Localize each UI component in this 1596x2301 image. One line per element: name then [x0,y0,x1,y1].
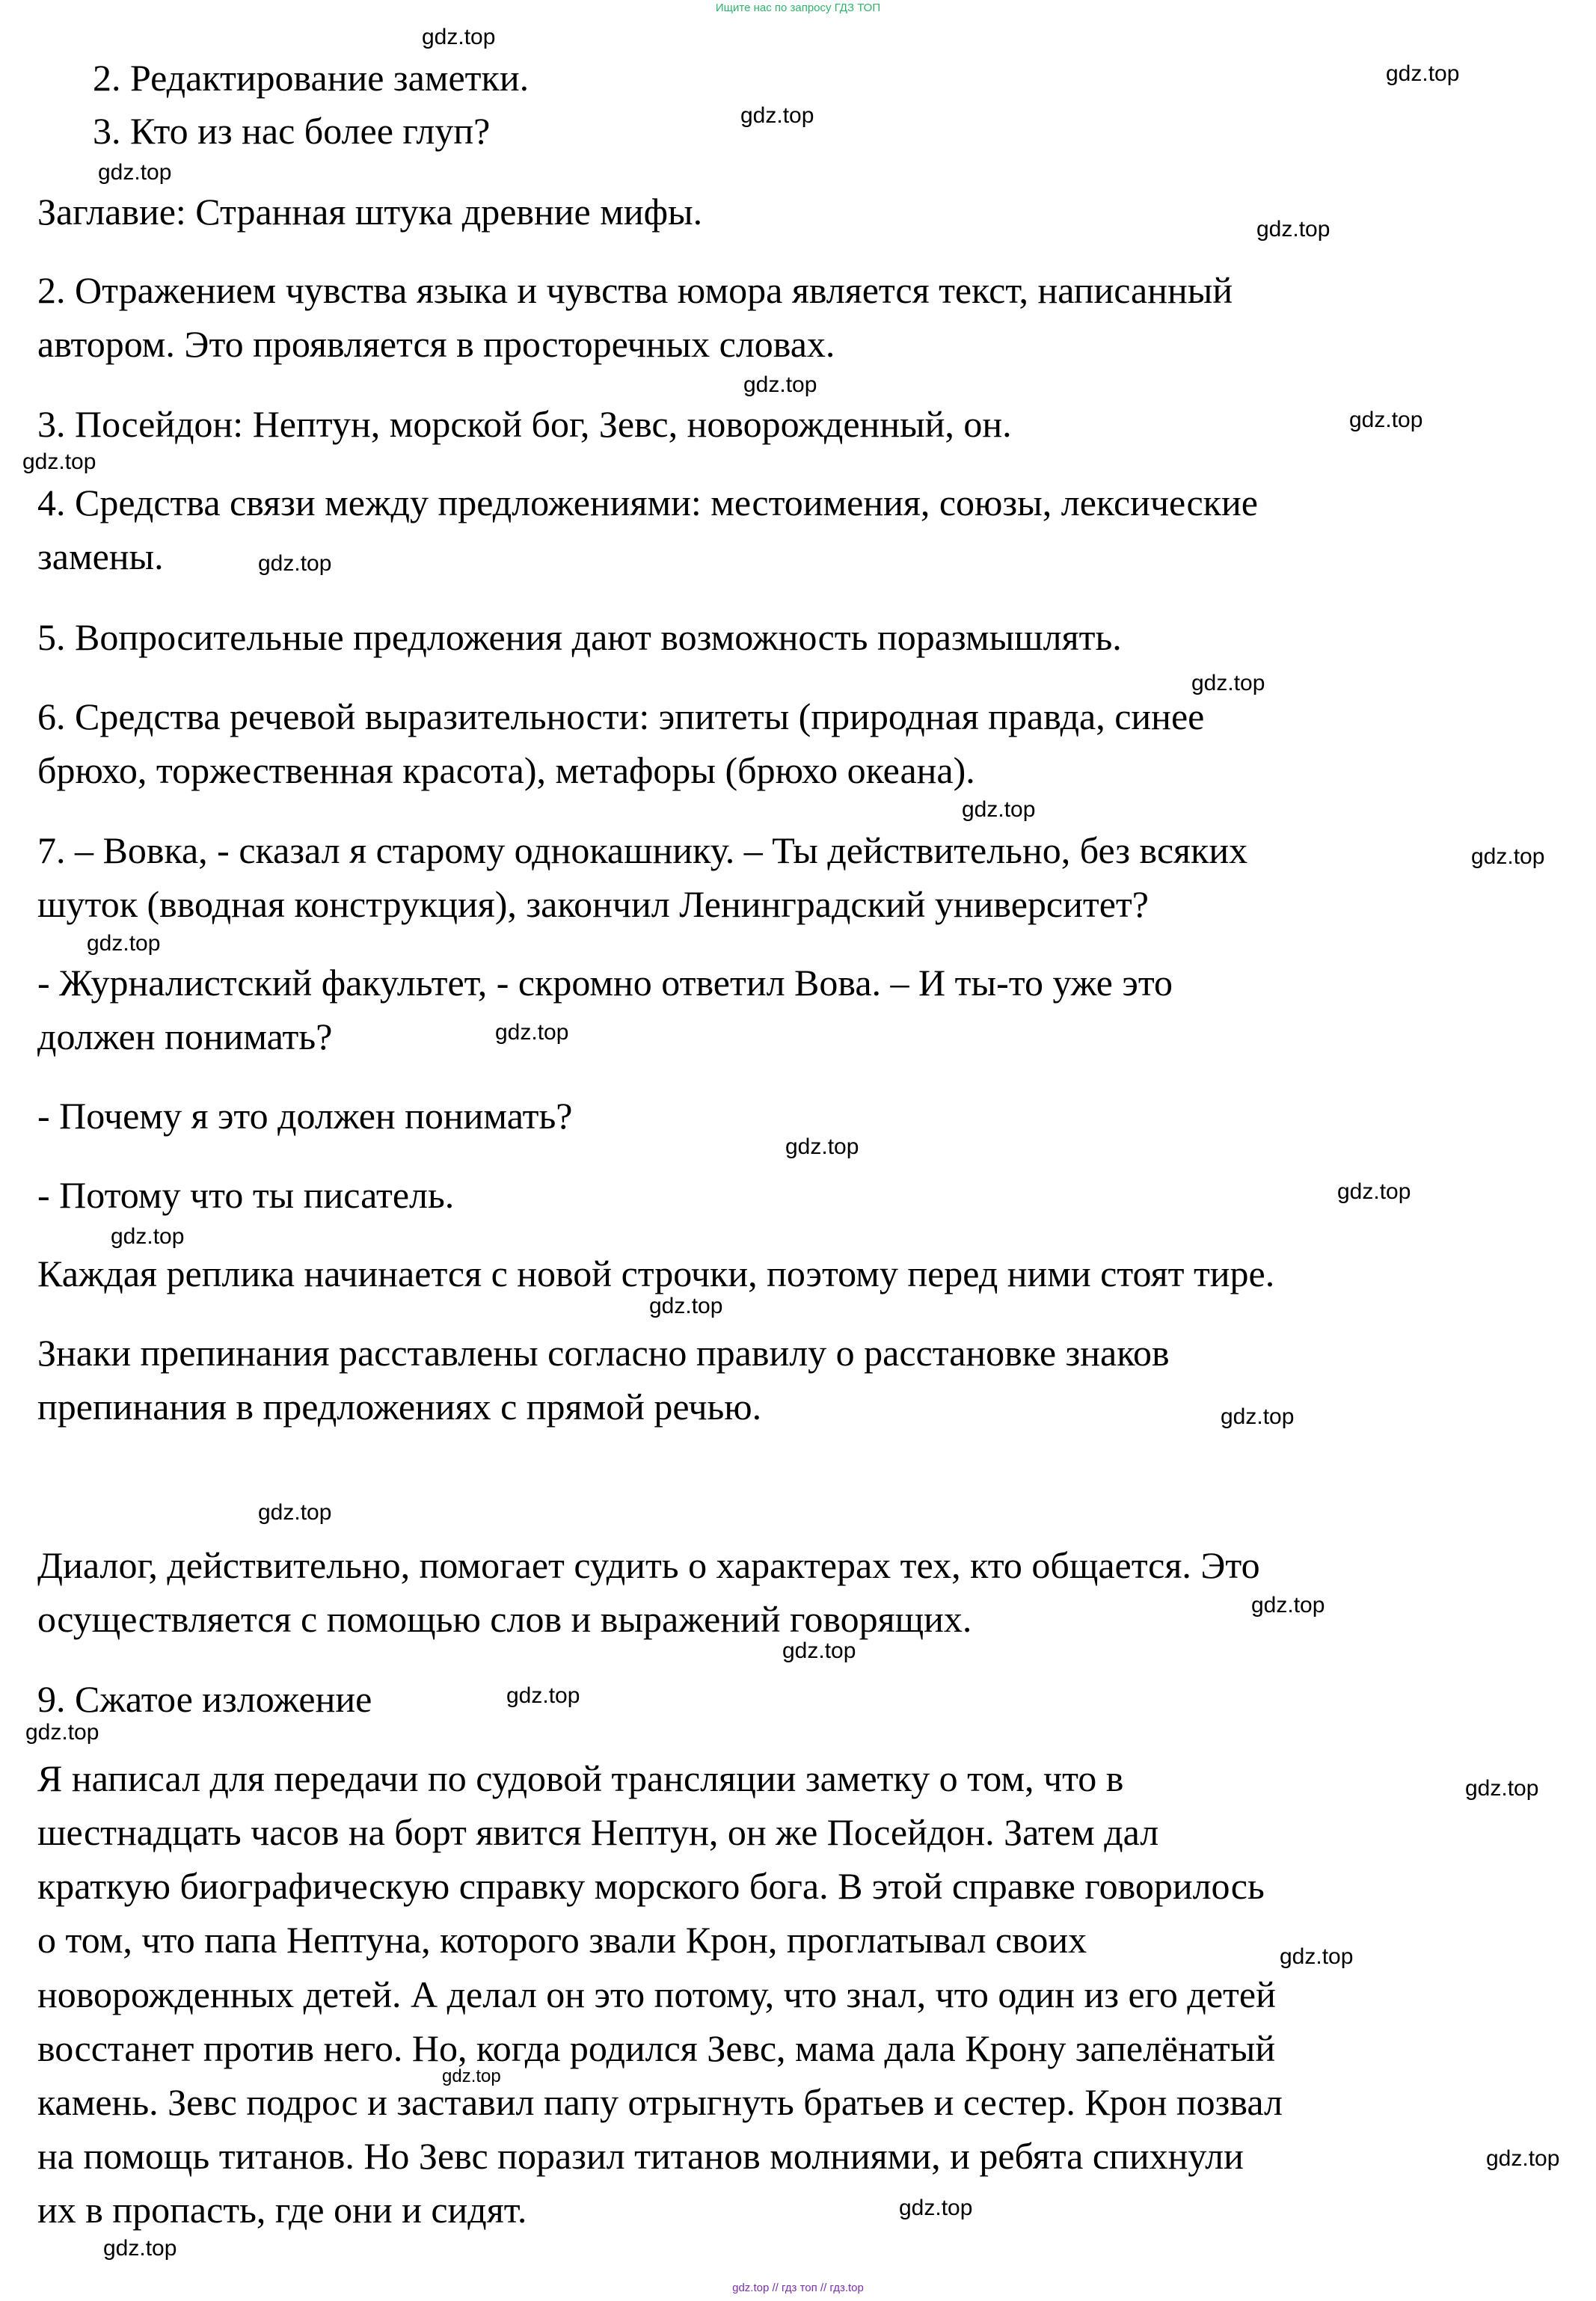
watermark[interactable]: gdz.top [87,931,161,956]
punctuation-line-2: препинания в предложениях с прямой речью. [37,1386,762,1428]
dialogue-line-4: - Потому что ты писатель. [37,1174,455,1216]
footer-banner[interactable]: gdz.top // гдз топ // гдз.top [732,2282,864,2294]
dialogue-line-2: должен понимать? [37,1016,333,1057]
watermark[interactable]: gdz.top [785,1134,859,1159]
dialogue-line-1: - Журналистский факультет, - скромно ответил Вова. – И ты-то уже это [37,962,1173,1004]
watermark[interactable]: gdz.top [1486,2146,1560,2171]
summary-line-9: их в пропасть, где они и сидят. [37,2189,527,2231]
watermark[interactable]: gdz.top [495,1020,569,1045]
answer-6-line-2: брюхо, торжественная красота), метафоры (брюхо океана). [37,749,975,791]
watermark[interactable]: gdz.top [1386,61,1460,86]
answer-2-line-2: автором. Это проявляется в просторечных словах. [37,323,835,365]
watermark[interactable]: gdz.top [1256,217,1330,242]
answer-5-line: 5. Вопросительные предложения дают возможность поразмышлять. [37,616,1122,658]
watermark[interactable]: gdz.top [1280,1944,1354,1969]
watermark[interactable]: gdz.top [1471,844,1545,869]
plan-item-3: 3. Кто из нас более глуп? [93,110,491,152]
watermark[interactable]: gdz.top [98,160,172,185]
watermark[interactable]: gdz.top [1337,1179,1411,1204]
dialogue-summary-line-2: осуществляется с помощью слов и выражений говорящих. [37,1598,972,1640]
answer-7-line-2: шуток (вводная конструкция), закончил Ленинградский университет? [37,883,1149,925]
answer-7-line-1: 7. – Вовка, - сказал я старому однокашнику. – Ты действительно, без всяких [37,829,1248,871]
watermark[interactable]: gdz.top [25,1720,99,1745]
watermark[interactable]: gdz.top [782,1638,856,1663]
watermark[interactable]: gdz.top [1465,1776,1539,1801]
watermark[interactable]: gdz.top [743,372,817,397]
summary-line-1: Я написал для передачи по судовой трансляции заметку о том, что в [37,1757,1124,1799]
summary-line-6: восстанет против него. Но, когда родился Зевс, мама дала Крону запелёнатый [37,2027,1276,2069]
summary-line-8: на помощь титанов. Но Зевс поразил титанов молниями, и ребята спихнули [37,2135,1244,2177]
watermark[interactable]: gdz.top [506,1683,580,1708]
plan-item-2: 2. Редактирование заметки. [93,57,530,99]
dash-explanation-line: Каждая реплика начинается с новой строчки, поэтому перед ними стоят тире. [37,1253,1275,1294]
watermark[interactable]: gdz.top [258,1500,332,1525]
watermark[interactable]: gdz.top [442,2066,501,2086]
watermark[interactable]: gdz.top [649,1294,723,1318]
watermark[interactable]: gdz.top [103,2236,177,2261]
punctuation-line-1: Знаки препинания расставлены согласно правилу о расстановке знаков [37,1332,1170,1374]
title-line: Заглавие: Странная штука древние мифы. [37,191,703,233]
header-banner[interactable]: Ищите нас по запросу ГДЗ ТОП [715,1,881,14]
watermark[interactable]: gdz.top [740,103,814,128]
answer-4-line-2: замены. [37,535,164,577]
summary-line-3: краткую биографическую справку морского бога. В этой справке говорилось [37,1865,1265,1907]
answer-3-line: 3. Посейдон: Нептун, морской бог, Зевс, новорожденный, он. [37,403,1012,445]
summary-heading: 9. Сжатое изложение [37,1678,372,1720]
summary-line-5: новорожденных детей. А делал он это потому, что знал, что один из его детей [37,1973,1276,2015]
dialogue-line-3: - Почему я это должен понимать? [37,1095,573,1137]
watermark[interactable]: gdz.top [1221,1404,1295,1429]
dialogue-summary-line-1: Диалог, действительно, помогает судить о характерах тех, кто общается. Это [37,1544,1260,1586]
watermark[interactable]: gdz.top [962,797,1036,822]
watermark[interactable]: gdz.top [22,449,96,474]
watermark[interactable]: gdz.top [422,25,496,49]
summary-line-2: шестнадцать часов на борт явится Нептун, он же Посейдон. Затем дал [37,1811,1159,1853]
watermark[interactable]: gdz.top [899,2196,973,2220]
summary-line-7: камень. Зевс подрос и заставил папу отрыгнуть братьев и сестер. Крон позвал [37,2081,1283,2123]
answer-4-line-1: 4. Средства связи между предложениями: местоимения, союзы, лексические [37,482,1258,523]
answer-2-line-1: 2. Отражением чувства языка и чувства юмора является текст, написанный [37,269,1233,311]
summary-line-4: о том, что папа Нептуна, которого звали Крон, проглатывал своих [37,1919,1087,1961]
watermark[interactable]: gdz.top [258,551,332,576]
answer-6-line-1: 6. Средства речевой выразительности: эпитеты (природная правда, синее [37,695,1205,737]
watermark[interactable]: gdz.top [1251,1593,1325,1618]
watermark[interactable]: gdz.top [1349,408,1423,432]
watermark[interactable]: gdz.top [111,1224,185,1249]
watermark[interactable]: gdz.top [1191,671,1265,695]
